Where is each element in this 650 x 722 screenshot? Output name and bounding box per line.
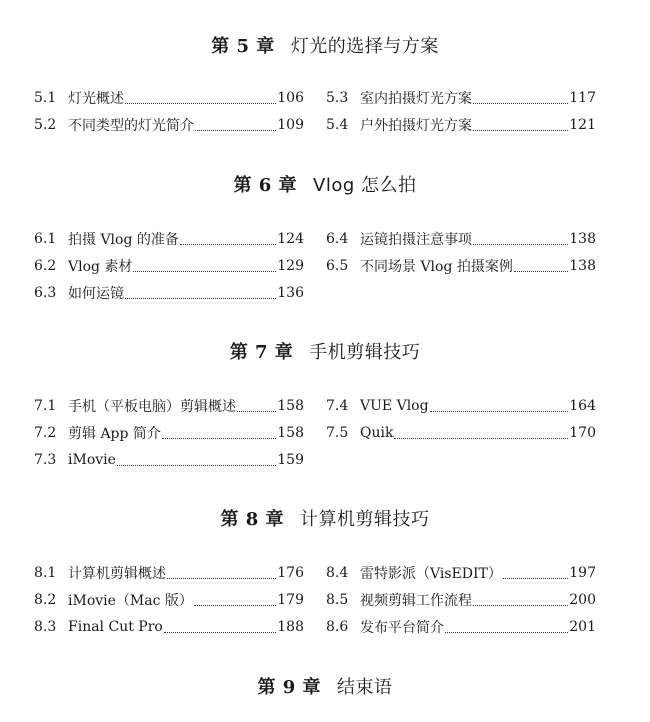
section-title: Vlog 素材 bbox=[68, 259, 133, 275]
leader-dots bbox=[514, 271, 568, 272]
leader-dots bbox=[164, 632, 276, 633]
page-number: 159 bbox=[277, 452, 304, 468]
chapter-number: 第 9 章 bbox=[257, 677, 322, 698]
section-number: 7.4 bbox=[326, 398, 349, 414]
leader-dots bbox=[125, 103, 276, 104]
section-title: Final Cut Pro bbox=[68, 619, 163, 635]
toc-entry-8-5[interactable] bbox=[326, 590, 596, 610]
leader-dots bbox=[162, 438, 276, 439]
page-number: 124 bbox=[277, 231, 304, 247]
chapter-6-title bbox=[0, 171, 650, 197]
section-number: 6.4 bbox=[326, 231, 349, 247]
page-number: 158 bbox=[277, 398, 304, 414]
toc-entry-7-4[interactable] bbox=[326, 396, 596, 416]
page-number: 188 bbox=[277, 619, 304, 635]
chapter-number: 第 5 章 bbox=[211, 36, 275, 57]
section-number: 8.3 bbox=[34, 619, 57, 635]
section-title: VUE Vlog bbox=[360, 398, 429, 414]
leader-dots bbox=[473, 244, 568, 245]
leader-dots bbox=[133, 271, 276, 272]
section-number: 7.2 bbox=[34, 425, 57, 441]
section-number: 6.1 bbox=[34, 231, 57, 247]
toc-entry-6-3[interactable] bbox=[34, 283, 304, 303]
section-title: 雷特影派（VisEDIT） bbox=[360, 566, 502, 582]
section-number: 6.5 bbox=[326, 258, 349, 274]
section-title: 拍摄 Vlog 的准备 bbox=[68, 232, 179, 248]
leader-dots bbox=[117, 465, 276, 466]
section-number: 6.3 bbox=[34, 285, 57, 301]
toc-entry-7-1[interactable] bbox=[34, 396, 304, 416]
section-title: 剪辑 App 简介 bbox=[68, 426, 161, 442]
section-number: 5.1 bbox=[34, 90, 57, 106]
leader-dots bbox=[237, 411, 276, 412]
section-title: 如何运镜 bbox=[68, 286, 124, 302]
page-number: 170 bbox=[569, 425, 596, 441]
chapter-name: Vlog 怎么拍 bbox=[313, 175, 417, 196]
page-number: 109 bbox=[277, 117, 304, 133]
toc-entry-7-3[interactable] bbox=[34, 450, 304, 470]
section-number: 8.2 bbox=[34, 592, 57, 608]
leader-dots bbox=[195, 130, 276, 131]
leader-dots bbox=[167, 578, 276, 579]
section-title: 户外拍摄灯光方案 bbox=[360, 118, 472, 134]
toc-entry-6-5[interactable] bbox=[326, 256, 596, 276]
page-number: 201 bbox=[569, 619, 596, 635]
chapter-9-title bbox=[0, 673, 650, 699]
leader-dots bbox=[430, 411, 569, 412]
chapter-name: 手机剪辑技巧 bbox=[309, 342, 421, 363]
chapter-number: 第 8 章 bbox=[220, 509, 285, 530]
chapter-name: 计算机剪辑技巧 bbox=[300, 509, 430, 530]
section-title: 计算机剪辑概述 bbox=[68, 566, 166, 582]
chapter-7-title bbox=[0, 338, 650, 364]
leader-dots bbox=[473, 130, 568, 131]
page-number: 164 bbox=[569, 398, 596, 414]
section-title: iMovie bbox=[68, 452, 116, 468]
page-number: 129 bbox=[277, 258, 304, 274]
section-number: 6.2 bbox=[34, 258, 57, 274]
page-number: 179 bbox=[277, 592, 304, 608]
toc-entry-6-1[interactable] bbox=[34, 229, 304, 249]
section-title: 视频剪辑工作流程 bbox=[360, 593, 472, 609]
page-number: 117 bbox=[569, 90, 596, 106]
page-number: 176 bbox=[277, 565, 304, 581]
leader-dots bbox=[473, 605, 568, 606]
section-title: 室内拍摄灯光方案 bbox=[360, 91, 472, 107]
toc-entry-5-4[interactable] bbox=[326, 115, 596, 135]
page-number: 138 bbox=[569, 231, 596, 247]
leader-dots bbox=[180, 244, 276, 245]
section-title: Quik bbox=[360, 425, 394, 441]
page-number: 138 bbox=[569, 258, 596, 274]
chapter-number: 第 7 章 bbox=[229, 342, 294, 363]
leader-dots bbox=[445, 632, 568, 633]
chapter-name: 结束语 bbox=[337, 677, 393, 698]
toc-entry-8-6[interactable] bbox=[326, 617, 596, 637]
toc-entry-8-3[interactable] bbox=[34, 617, 304, 637]
section-number: 7.1 bbox=[34, 398, 57, 414]
leader-dots bbox=[394, 438, 568, 439]
section-title: 运镜拍摄注意事项 bbox=[360, 232, 472, 248]
section-number: 5.3 bbox=[326, 90, 349, 106]
section-number: 8.6 bbox=[326, 619, 349, 635]
leader-dots bbox=[125, 298, 276, 299]
section-title: iMovie（Mac 版） bbox=[68, 593, 193, 609]
chapter-number: 第 6 章 bbox=[233, 175, 298, 196]
chapter-8-title bbox=[0, 505, 650, 531]
toc-entry-6-4[interactable] bbox=[326, 229, 596, 249]
toc-entry-8-2[interactable] bbox=[34, 590, 304, 610]
page-number: 136 bbox=[277, 285, 304, 301]
page-number: 197 bbox=[569, 565, 596, 581]
toc-entry-7-5[interactable] bbox=[326, 423, 596, 443]
leader-dots bbox=[503, 578, 568, 579]
toc-entry-8-4[interactable] bbox=[326, 563, 596, 583]
leader-dots bbox=[194, 605, 276, 606]
chapter-5-title bbox=[0, 32, 650, 58]
toc-entry-8-1[interactable] bbox=[34, 563, 304, 583]
toc-entry-5-3[interactable] bbox=[326, 88, 596, 108]
section-number: 5.2 bbox=[34, 117, 57, 133]
leader-dots bbox=[473, 103, 568, 104]
section-title: 灯光概述 bbox=[68, 91, 124, 107]
section-number: 8.1 bbox=[34, 565, 57, 581]
page-number: 121 bbox=[569, 117, 596, 133]
section-number: 8.5 bbox=[326, 592, 349, 608]
section-title: 不同类型的灯光简介 bbox=[68, 118, 194, 134]
page-number: 158 bbox=[277, 425, 304, 441]
chapter-name: 灯光的选择与方案 bbox=[290, 36, 439, 57]
toc-entry-5-1[interactable] bbox=[34, 88, 304, 108]
section-number: 7.5 bbox=[326, 425, 349, 441]
section-number: 5.4 bbox=[326, 117, 349, 133]
section-title: 发布平台简介 bbox=[360, 620, 444, 636]
toc-entry-5-2[interactable] bbox=[34, 115, 304, 135]
page-number: 200 bbox=[569, 592, 596, 608]
section-number: 8.4 bbox=[326, 565, 349, 581]
page-number: 106 bbox=[277, 90, 304, 106]
toc-entry-7-2[interactable] bbox=[34, 423, 304, 443]
toc-entry-6-2[interactable] bbox=[34, 256, 304, 276]
section-number: 7.3 bbox=[34, 452, 57, 468]
section-title: 手机（平板电脑）剪辑概述 bbox=[68, 399, 236, 415]
section-title: 不同场景 Vlog 拍摄案例 bbox=[360, 259, 513, 275]
